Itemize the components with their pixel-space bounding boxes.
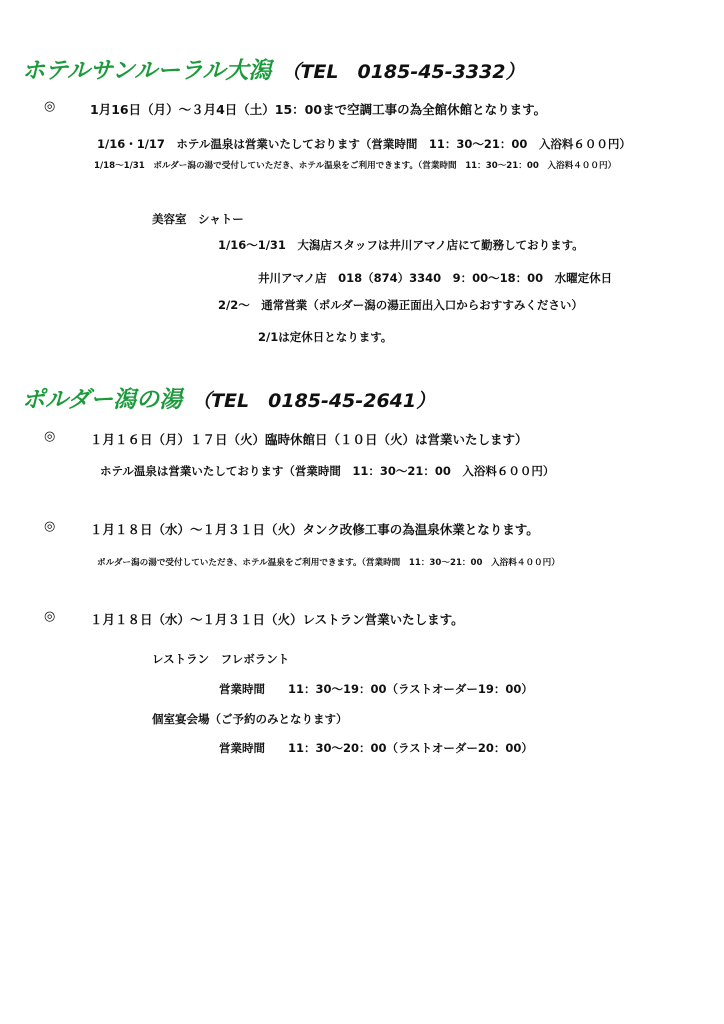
- salon-line-4: 2/1は定休日となります。: [258, 330, 393, 344]
- private-room-hours: 営業時間 11：30～20：00（ラストオーダー20：00）: [219, 741, 533, 755]
- polder-item-1-text: １月１６日（月）１７日（火）臨時休館日（１０日（火）は営業いたします）: [90, 432, 528, 447]
- salon-line-3: 2/2～ 通常営業（ポルダー潟の湯正面出入口からおすすみください）: [218, 298, 583, 312]
- salon-title: 美容室 シャトー: [152, 212, 244, 226]
- hotel-name: ホテルサンルーラル大潟: [22, 58, 272, 84]
- polder-item-2-text: １月１８日（水）～１月３１日（火）タンク改修工事の為温泉休業となります。: [90, 522, 539, 537]
- polder-item-3-text: １月１８日（水）～１月３１日（火）レストラン営業いたします。: [90, 612, 464, 627]
- polder-item-1-mark: ◎: [44, 429, 56, 444]
- polder-tel: （TEL 0185-45-2641）: [192, 390, 436, 412]
- salon-line-2: 井川アマノ店 018（874）3340 9：00～18：00 水曜定休日: [258, 271, 613, 285]
- hotel-tel: （TEL 0185-45-3332）: [281, 61, 525, 83]
- polder-item-3-mark: ◎: [44, 609, 56, 624]
- polder-item-2-sub: ポルダー潟の湯で受付していただき、ホテル温泉をご利用できます。（営業時間 11：30～21：00 入浴料４００円）: [97, 558, 560, 568]
- hotel-notice-mark: ◎: [44, 99, 56, 114]
- private-room-title: 個室宴会場（ご予約のみとなります）: [152, 712, 348, 726]
- polder-heading: [22, 381, 435, 414]
- hotel-heading: [22, 52, 524, 85]
- polder-item-1-sub: ホテル温泉は営業いたしております（営業時間 11：30～21：00 入浴料６００円）: [100, 464, 555, 478]
- restaurant-hours: 営業時間 11：30～19：00（ラストオーダー19：00）: [219, 682, 533, 696]
- polder-name: ポルダー潟の湯: [22, 387, 183, 413]
- hotel-line-2: 1/18～1/31 ポルダー潟の湯で受付していただき、ホテル温泉をご利用できます。（営業時間 11：30～21：00 入浴料４００円）: [94, 161, 617, 171]
- restaurant-title: レストラン フレボラント: [152, 652, 290, 666]
- salon-line-1: 1/16～1/31 大潟店スタッフは井川アマノ店にて勤務しております。: [218, 238, 584, 252]
- hotel-line-1: 1/16・1/17 ホテル温泉は営業いたしております（営業時間 11：30～21：00 入浴料６００円）: [97, 137, 631, 151]
- hotel-notice: 1月16日（月）～３月4日（土）15：00まで空調工事の為全館休館となります。: [90, 102, 547, 117]
- polder-item-2-mark: ◎: [44, 519, 56, 534]
